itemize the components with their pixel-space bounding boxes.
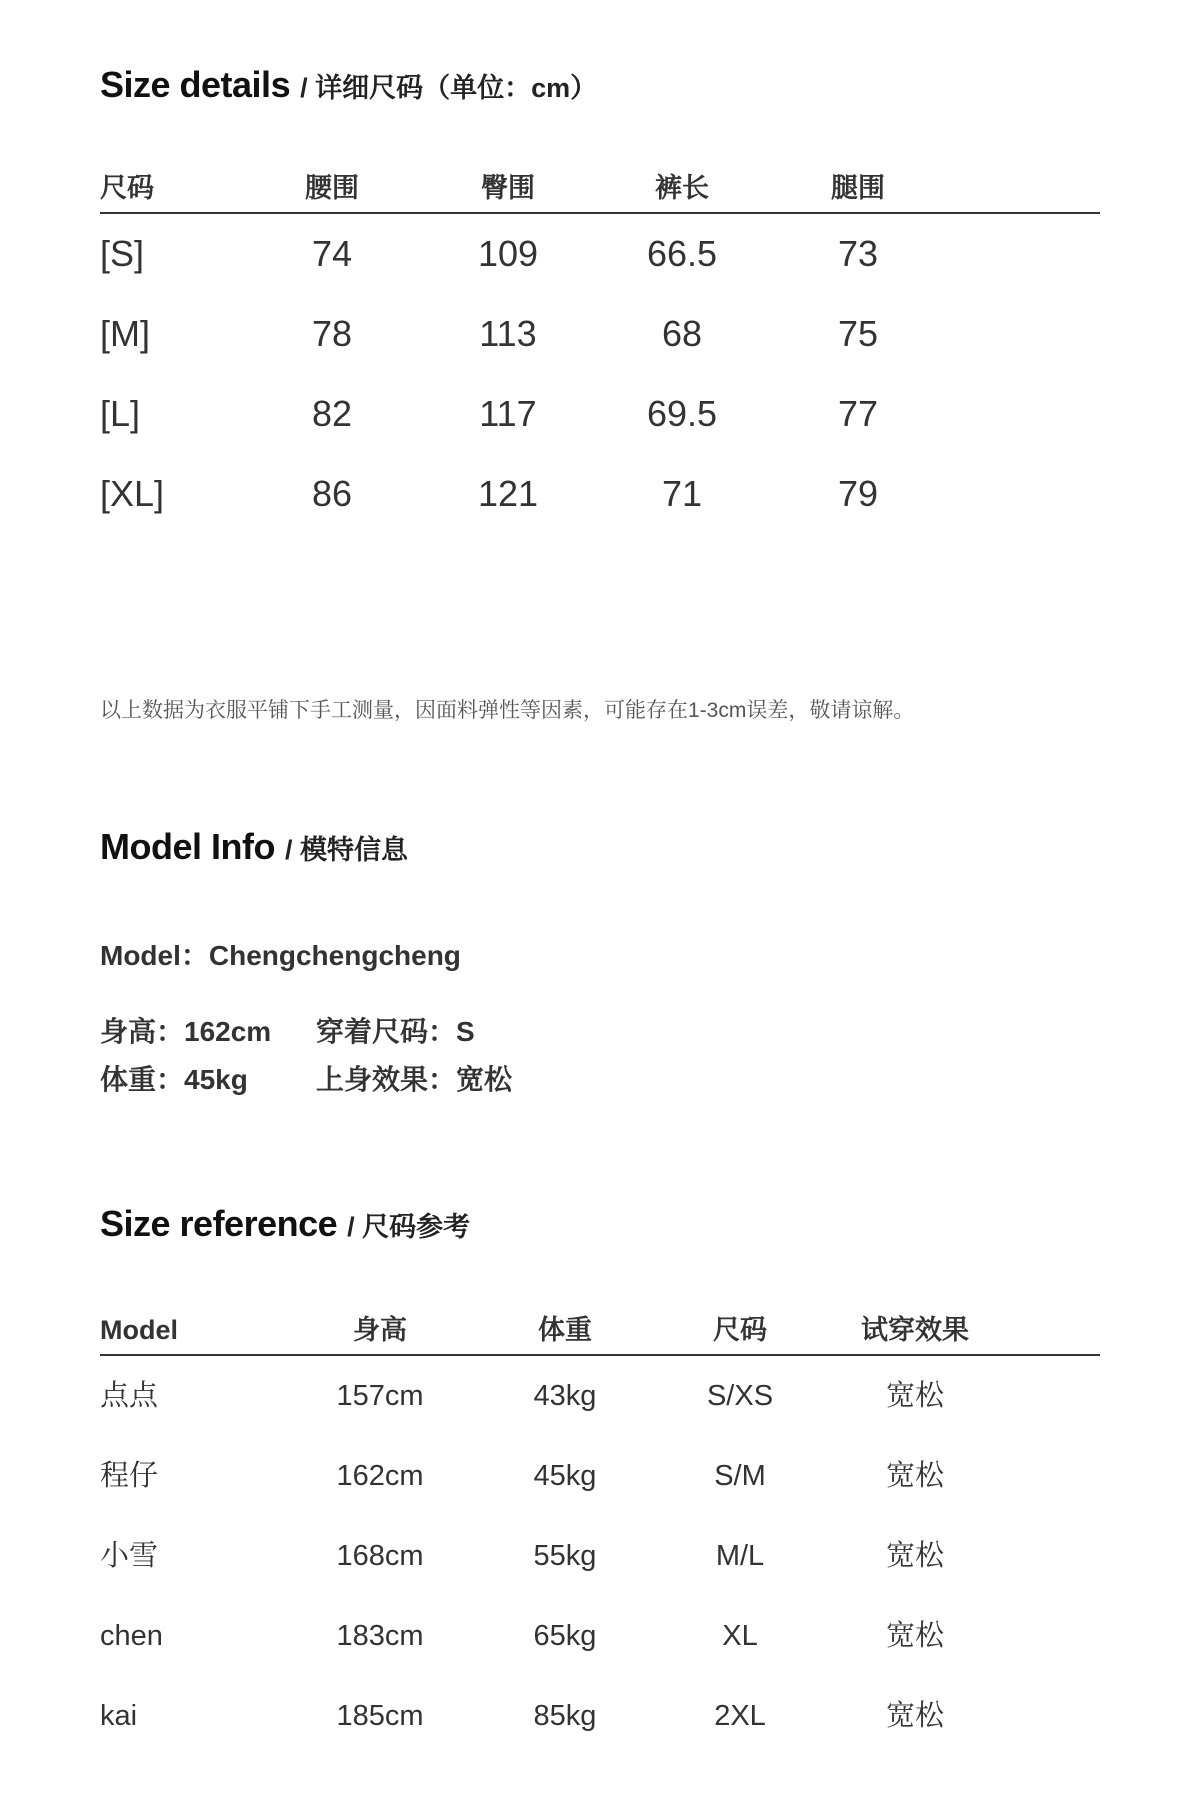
cell-fit: 宽松 xyxy=(885,1540,944,1572)
header-waist: 腰围 xyxy=(305,173,359,203)
cell-height: 157cm xyxy=(336,1380,424,1412)
cell-weight: 85kg xyxy=(533,1700,597,1732)
cell-size: M/L xyxy=(715,1540,765,1572)
model-height: 身高：162cm xyxy=(100,1016,272,1047)
cell-model: 小雪 xyxy=(100,1540,159,1572)
header-height: 身高 xyxy=(353,1315,407,1345)
cell-height: 168cm xyxy=(336,1540,424,1572)
cell-model: kai xyxy=(100,1700,138,1732)
size-reference-title-en: Size reference xyxy=(100,1203,338,1244)
cell-weight: 45kg xyxy=(533,1460,597,1492)
size-details-table xyxy=(100,164,1100,534)
cell-weight: 55kg xyxy=(533,1540,597,1572)
model-weight: 体重：45kg xyxy=(100,1064,248,1095)
cell-length: 68 xyxy=(661,313,703,354)
cell-fit: 宽松 xyxy=(885,1460,944,1492)
cell-hip: 109 xyxy=(477,233,539,274)
cell-length: 71 xyxy=(661,473,703,514)
header-model: Model xyxy=(100,1315,178,1345)
cell-size: S/XS xyxy=(706,1380,774,1412)
table-row xyxy=(100,1436,1100,1516)
cell-hip: 121 xyxy=(477,473,539,514)
cell-waist: 82 xyxy=(311,393,353,434)
model-name: Model：Chengchengcheng xyxy=(100,940,461,971)
header-thigh: 腿围 xyxy=(831,173,885,203)
cell-thigh: 73 xyxy=(837,233,879,274)
table-row xyxy=(100,1676,1100,1756)
model-fit: 上身效果：宽松 xyxy=(316,1064,513,1095)
table-row xyxy=(100,214,1100,294)
cell-fit: 宽松 xyxy=(885,1620,944,1652)
cell-fit: 宽松 xyxy=(885,1380,944,1412)
cell-waist: 78 xyxy=(311,313,353,354)
cell-height: 162cm xyxy=(336,1460,424,1492)
table-header xyxy=(100,1306,1100,1356)
cell-model: 点点 xyxy=(100,1380,159,1412)
model-info-title-cn: / 模特信息 xyxy=(284,835,408,865)
cell-hip: 113 xyxy=(479,313,537,354)
size-reference-table xyxy=(100,1306,1100,1756)
header-size: 尺码 xyxy=(100,173,154,203)
table-row xyxy=(100,294,1100,374)
cell-length: 69.5 xyxy=(646,393,718,434)
cell-model: 程仔 xyxy=(100,1460,159,1492)
cell-size: [M] xyxy=(100,313,150,354)
cell-thigh: 79 xyxy=(837,473,879,514)
cell-height: 183cm xyxy=(336,1620,424,1652)
table-row xyxy=(100,1596,1100,1676)
header-length: 裤长 xyxy=(655,173,709,203)
size-details-title-en: Size details xyxy=(100,64,291,105)
cell-waist: 74 xyxy=(311,233,353,274)
cell-hip: 117 xyxy=(479,393,537,434)
cell-size: [S] xyxy=(100,233,145,274)
header-hip: 臀围 xyxy=(481,173,535,203)
table-row xyxy=(100,374,1100,454)
cell-length: 66.5 xyxy=(646,233,718,274)
cell-model: chen xyxy=(100,1620,163,1652)
cell-thigh: 75 xyxy=(837,313,879,354)
table-row xyxy=(100,454,1100,534)
cell-height: 185cm xyxy=(336,1700,424,1732)
cell-weight: 65kg xyxy=(533,1620,597,1652)
table-row xyxy=(100,1356,1100,1436)
size-details-title xyxy=(100,64,597,106)
measurement-note: 以上数据为衣服平铺下手工测量，因面料弹性等因素，可能存在1-3cm误差，敬请谅解。 xyxy=(100,699,915,722)
table-header xyxy=(100,164,1100,214)
cell-size: [L] xyxy=(100,393,141,434)
model-size-worn: 穿着尺码：S xyxy=(316,1016,475,1047)
model-info-title-en: Model Info xyxy=(100,826,275,867)
model-info-title xyxy=(100,826,408,868)
size-details-title-cn: / 详细尺码（单位：cm） xyxy=(300,73,598,103)
size-reference-title-cn: / 尺码参考 xyxy=(347,1212,471,1242)
cell-waist: 86 xyxy=(311,473,353,514)
header-weight: 体重 xyxy=(538,1315,592,1345)
cell-fit: 宽松 xyxy=(885,1700,944,1732)
size-reference-title xyxy=(100,1203,470,1245)
table-row xyxy=(100,1516,1100,1596)
cell-size: S/M xyxy=(714,1460,766,1492)
header-size: 尺码 xyxy=(713,1315,767,1345)
cell-size: [XL] xyxy=(100,473,165,514)
cell-size: XL xyxy=(722,1620,758,1652)
header-fit: 试穿效果 xyxy=(861,1315,969,1345)
cell-size: 2XL xyxy=(714,1700,766,1732)
cell-thigh: 77 xyxy=(837,393,879,434)
cell-weight: 43kg xyxy=(533,1380,597,1412)
